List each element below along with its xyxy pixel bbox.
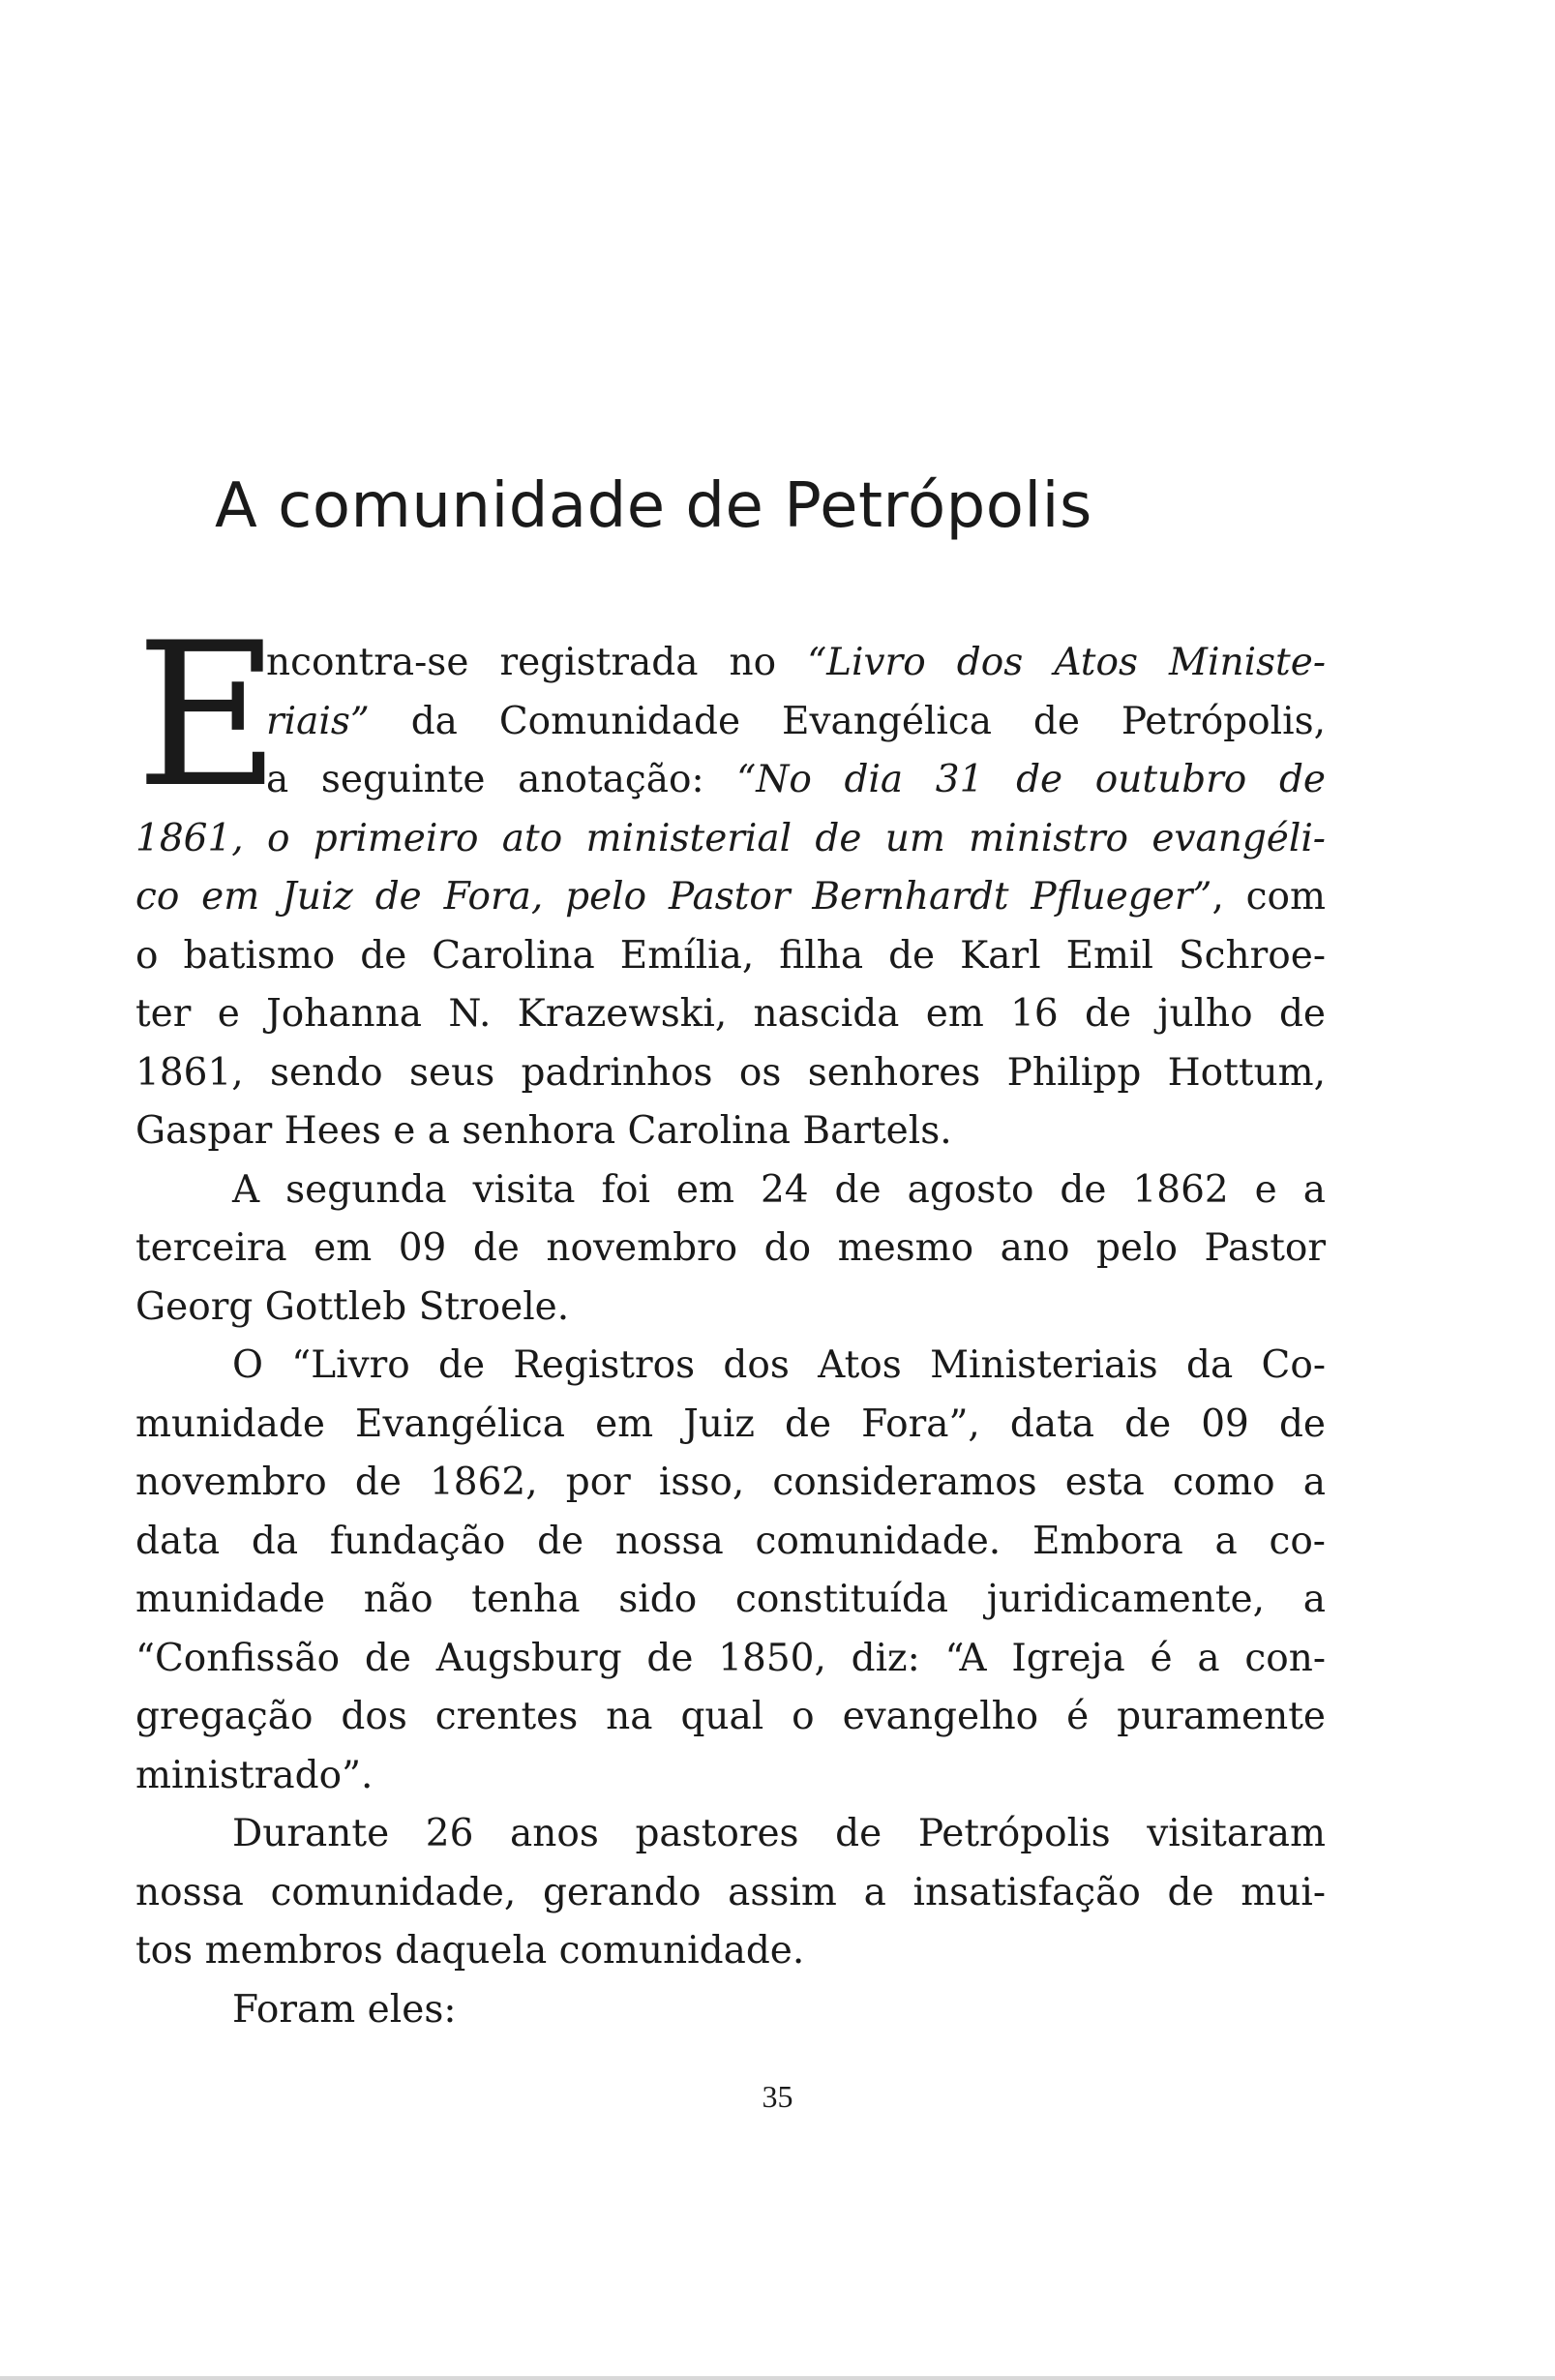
text-line — [135, 1454, 1326, 1513]
text-line — [135, 1571, 1326, 1630]
italic-span: “Livro dos Atos Ministe- — [807, 641, 1326, 684]
text-line — [135, 1161, 1326, 1220]
text-line — [135, 927, 1326, 986]
text-span: novembro de 1862, por isso, consideramos esta como a — [135, 1461, 1326, 1504]
text-line — [135, 868, 1326, 927]
text-span: munidade Evangélica em Juiz de Fora”, data de 09 de — [135, 1401, 1326, 1446]
italic-span: co em Juiz de Fora, pelo Pastor Bernhardt Pflueger” — [135, 875, 1212, 919]
text-line — [135, 751, 1326, 810]
text-span: da Comunidade Evangélica de Petrópolis, — [369, 699, 1326, 743]
text-line — [135, 1337, 1326, 1396]
text-span: 1861, sendo seus padrinhos os senhores Philipp Hottum, — [135, 1050, 1326, 1095]
text-span: munidade não tenha sido constituída juridicamente, a — [135, 1578, 1326, 1621]
text-span: ministrado”. — [135, 1753, 374, 1797]
text-line — [135, 1630, 1326, 1689]
text-line — [135, 1981, 1326, 2040]
text-line — [135, 1102, 1326, 1161]
italic-span: 1861, o primeiro ato ministerial de um ministro evangéli- — [135, 816, 1326, 860]
text-line — [135, 634, 1326, 693]
text-span: terceira em 09 de novembro do mesmo ano pelo Pastor — [135, 1226, 1326, 1270]
text-line — [135, 1513, 1326, 1572]
text-line — [135, 1747, 1326, 1806]
text-span: Durante 26 anos pastores de Petrópolis visitaram — [232, 1812, 1326, 1855]
text-span: ncontra-se registrada no — [266, 641, 808, 684]
drop-cap: E — [135, 601, 281, 831]
scan-edge — [0, 2376, 1555, 2380]
text-line — [135, 1864, 1326, 1923]
text-span: Gaspar Hees e a senhora Carolina Bartels. — [135, 1109, 952, 1153]
text-span: data da fundação de nossa comunidade. Embora a co- — [135, 1519, 1326, 1563]
text-line — [135, 1922, 1326, 1981]
text-span: gregação dos crentes na qual o evangelho é puramente — [135, 1695, 1326, 1738]
italic-span: “No dia 31 de outubro de — [736, 758, 1326, 801]
text-line — [135, 1396, 1326, 1455]
page-number: 35 — [762, 2079, 793, 2114]
text-line — [135, 1805, 1326, 1864]
chapter-title: A comunidade de Petrópolis — [215, 470, 1092, 542]
text-span: “Confissão de Augsburg de 1850, diz: “A Igreja é a con- — [135, 1636, 1326, 1680]
italic-span: riais” — [266, 699, 370, 743]
text-line — [135, 1279, 1326, 1338]
text-span: , com — [1211, 875, 1326, 919]
text-line — [135, 1688, 1326, 1747]
text-span: O “Livro de Registros dos Atos Ministeriais da Co- — [232, 1343, 1326, 1387]
text-line — [135, 1220, 1326, 1279]
text-span: nossa comunidade, gerando assim a insatisfação de mui- — [135, 1870, 1326, 1914]
text-span: a seguinte anotação: — [266, 758, 737, 801]
body-text — [135, 634, 1326, 2039]
text-line — [135, 1044, 1326, 1103]
text-span: o batismo de Carolina Emília, filha de Karl Emil Schroe- — [135, 933, 1326, 978]
text-line — [135, 985, 1326, 1044]
text-span: Georg Gottleb Stroele. — [135, 1284, 570, 1329]
text-span: A segunda visita foi em 24 de agosto de 1862 e a — [232, 1167, 1326, 1212]
text-span: Foram eles: — [232, 1987, 457, 2032]
text-span: ter e Johanna N. Krazewski, nascida em 16 de julho de — [135, 992, 1326, 1036]
text-line — [135, 810, 1326, 869]
text-span: tos membros daquela comunidade. — [135, 1929, 805, 1973]
text-line — [135, 693, 1326, 752]
